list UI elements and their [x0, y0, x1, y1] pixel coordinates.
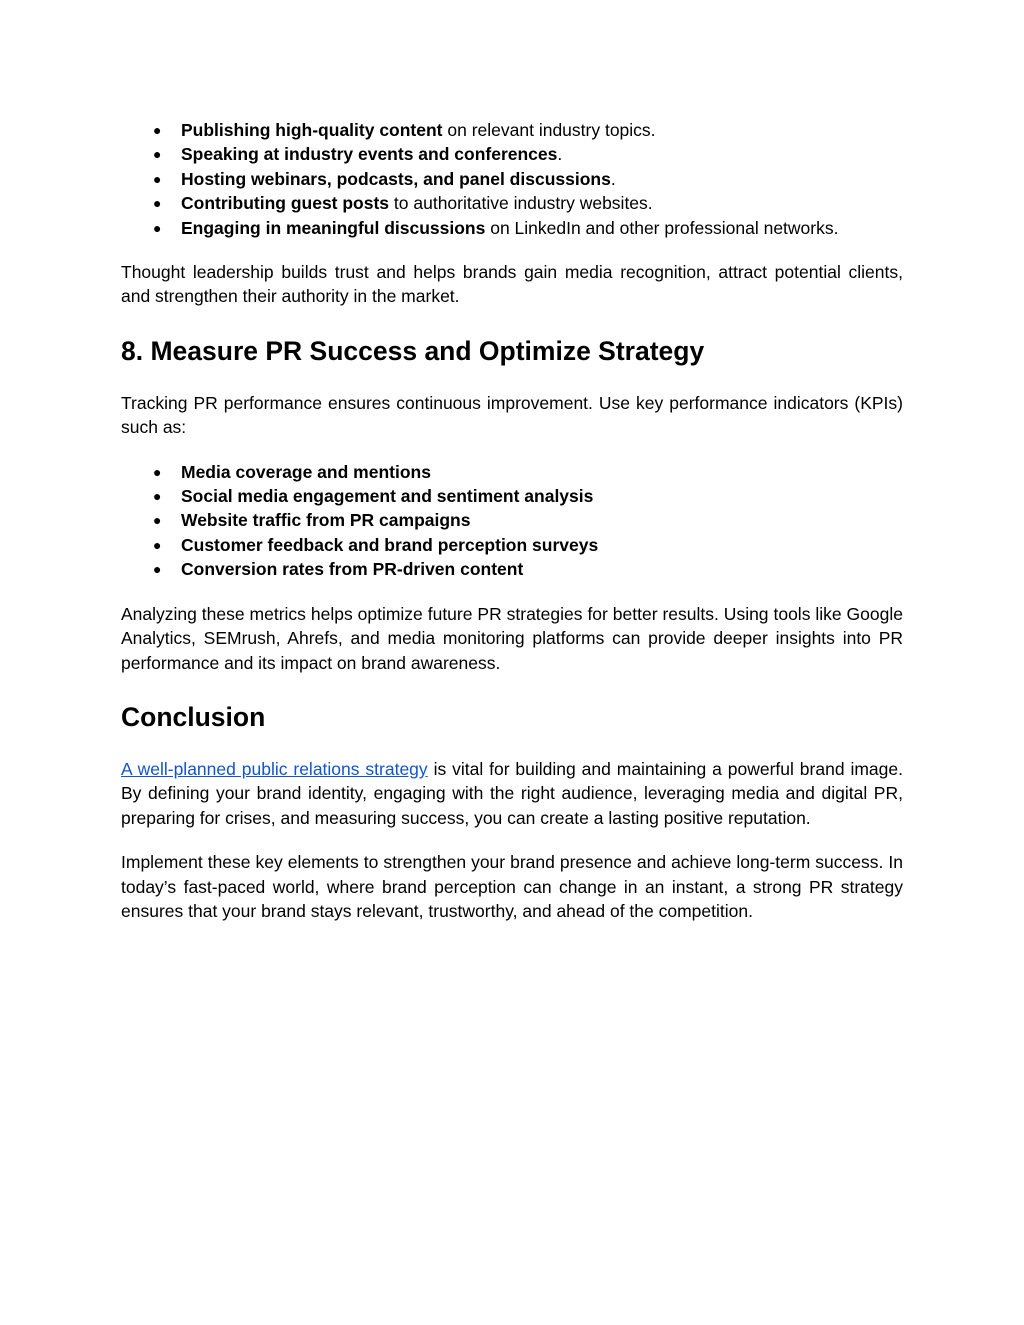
- list-item-bold: Engaging in meaningful discussions: [181, 217, 486, 238]
- list-item: [121, 460, 903, 484]
- bullet-icon: ●: [153, 219, 162, 236]
- list-item: [121, 484, 903, 508]
- list-item-bold: Hosting webinars, podcasts, and panel discussions: [181, 168, 611, 189]
- list-item: [121, 191, 903, 215]
- list-item-bold: Website traffic from PR campaigns: [181, 510, 471, 531]
- bullet-icon: ●: [153, 561, 162, 578]
- list-item: [121, 142, 903, 166]
- section-8-intro-paragraph: Tracking PR performance ensures continuous improvement. Use key performance indicators (KPIs) such as:: [121, 392, 903, 438]
- conclusion-paragraph-2: Implement these key elements to strengthen your brand presence and achieve long-term success. In today’s fast-paced world, where brand perception can change in an instant, a strong PR strategy ensures that your brand stays relevant, trustworthy, and ahead of the competition.: [121, 852, 903, 921]
- section-8-heading: 8. Measure PR Success and Optimize Strategy: [121, 335, 705, 366]
- list-item-bold: Contributing guest posts: [181, 193, 390, 214]
- list-item: [121, 216, 903, 240]
- conclusion-paragraph-1: [121, 757, 903, 830]
- list-item-text: on relevant industry topics.: [442, 120, 656, 140]
- list-item: [121, 557, 903, 581]
- list-item-bold: Conversion rates from PR-driven content: [181, 559, 524, 580]
- pr-strategy-link[interactable]: A well-planned public relations strategy: [121, 758, 428, 779]
- list-item-text: .: [610, 168, 616, 189]
- bullet-icon: ●: [153, 195, 162, 212]
- list-item-bold: Media coverage and mentions: [181, 461, 431, 482]
- list-item: [121, 167, 903, 191]
- bullet-icon: ●: [153, 512, 162, 529]
- bullet-icon: ●: [153, 536, 162, 553]
- bullet-icon: ●: [153, 170, 162, 187]
- list-item: [121, 118, 903, 142]
- list-item-text: .: [557, 144, 563, 165]
- list-item: [121, 533, 903, 557]
- bullet-icon: ●: [153, 122, 162, 138]
- bullet-icon: ●: [153, 488, 162, 505]
- list-item-bold: Speaking at industry events and conferences: [181, 144, 558, 165]
- list-item-text: on LinkedIn and other professional networks.: [485, 217, 839, 238]
- list-item-bold: Publishing high-quality content: [181, 120, 443, 140]
- list-item-bold: Social media engagement and sentiment analysis: [181, 486, 594, 507]
- bullet-icon: ●: [153, 463, 162, 480]
- intro-bullet-list: [121, 118, 903, 240]
- thought-leadership-paragraph: Thought leadership builds trust and helps brands gain media recognition, attract potential clients, and strengthen their authority in the market.: [121, 262, 903, 307]
- list-item: [121, 508, 903, 532]
- list-item-bold: Customer feedback and brand perception surveys: [181, 534, 599, 555]
- list-item-text: to authoritative industry websites.: [389, 193, 653, 214]
- analysis-paragraph: Analyzing these metrics helps optimize future PR strategies for better results. Using tools like Google Analytics, SEMrush, Ahrefs, and media monitoring platforms can provide deeper insights into PR performance and its impact on brand awareness.: [121, 603, 903, 673]
- conclusion-heading: Conclusion: [121, 701, 266, 732]
- document-page: [121, 118, 903, 923]
- conclusion-paragraph-1-text: is vital for building and maintaining a powerful brand image. By defining your brand identity, engaging with the right audience, leveraging media and digital PR, preparing for crises, and measuring success, you can create a lasting positive reputation.: [121, 758, 903, 828]
- kpi-bullet-list: [121, 460, 903, 582]
- bullet-icon: ●: [153, 146, 162, 163]
